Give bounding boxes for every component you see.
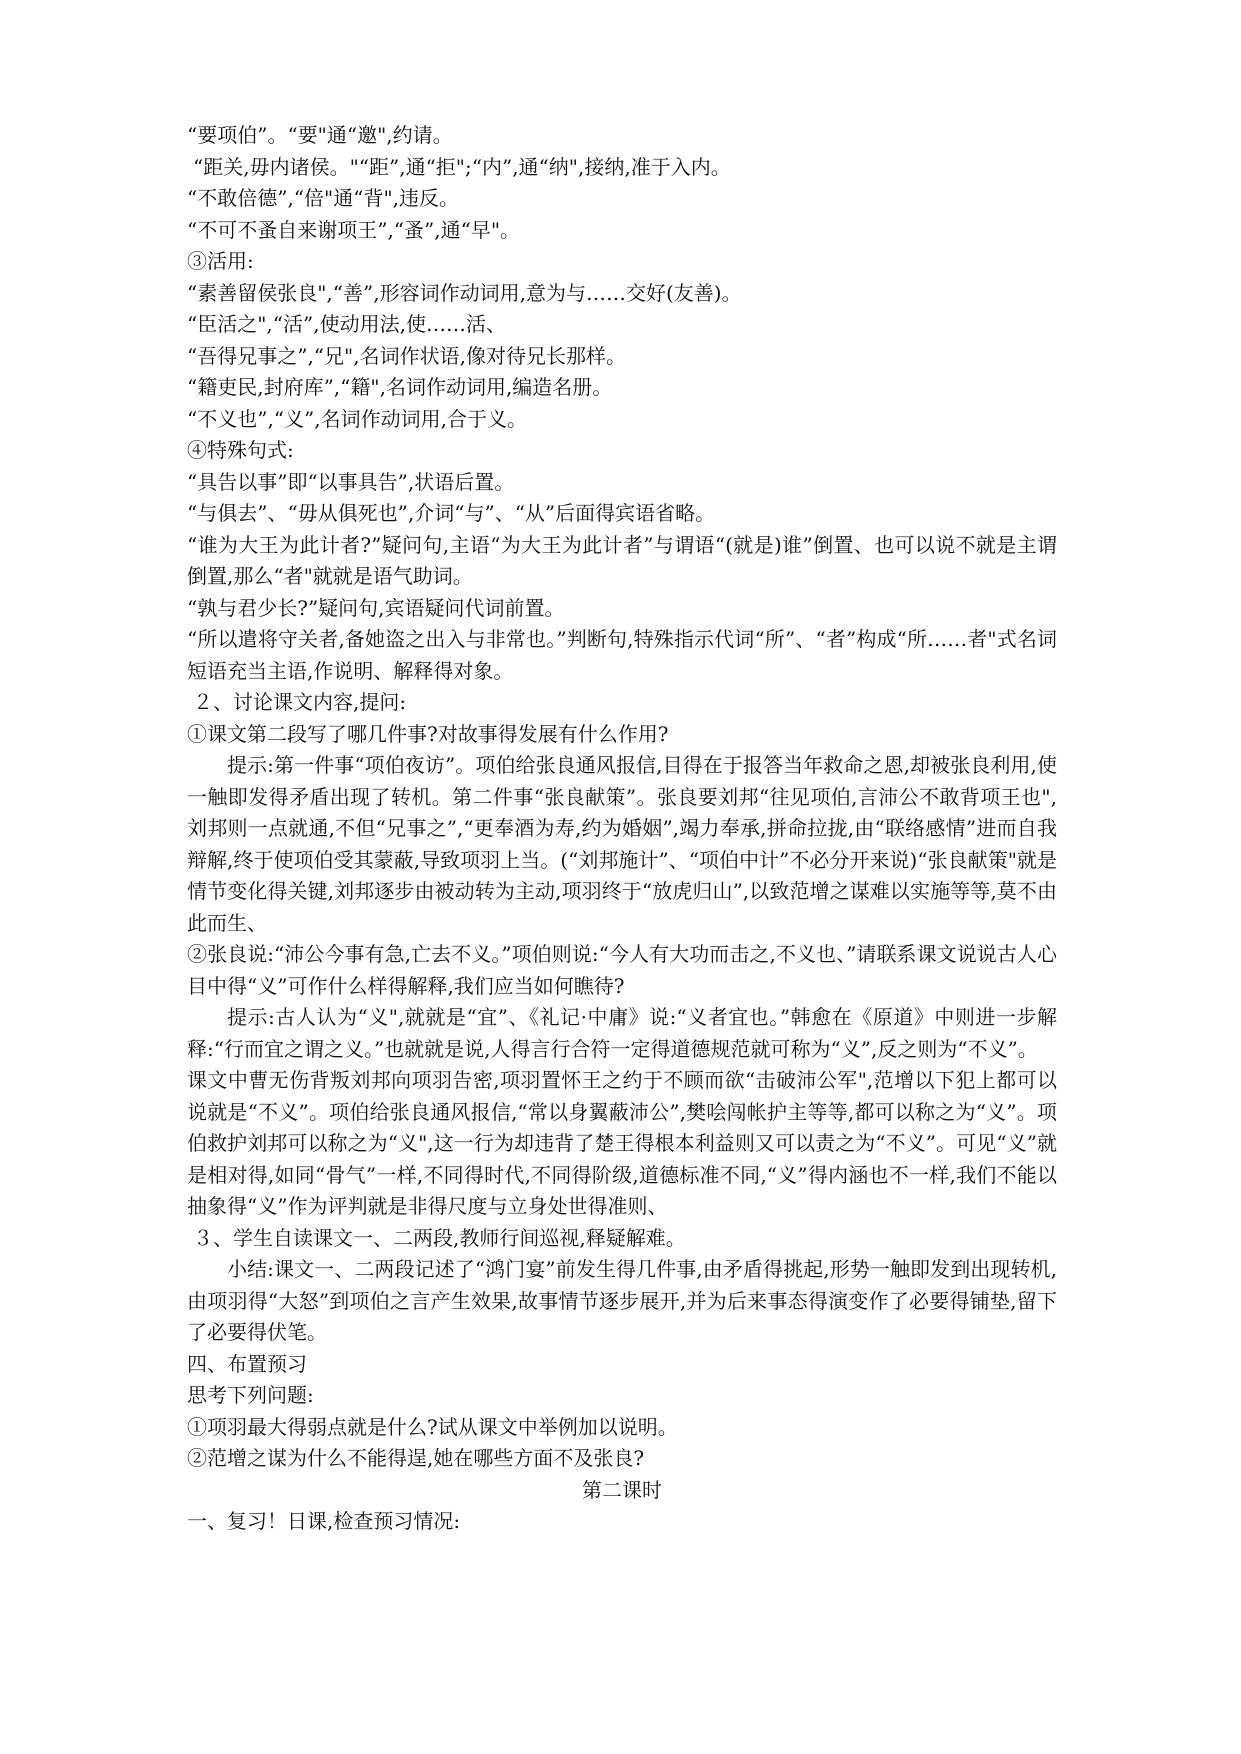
text-line: “素善留侯张良",“善”,形容词作动词用,意为与……交好(友善)。 [187, 280, 742, 305]
preview-question-one: ①项羽最大得弱点就是什么?试从课文中举例加以说明。 [187, 1414, 678, 1439]
section-heading-discussion: ２、讨论课文内容,提问: [193, 690, 407, 714]
document-body [187, 120, 1057, 1538]
final-line: 一、复习！日课,检查预习情况: [187, 1509, 461, 1533]
question-one: ①课文第二段写了哪几件事?对故事得发展有什么作用? [187, 721, 669, 746]
text-line: 思考下列问题: [187, 1383, 314, 1407]
subheading-activation: ③活用: [187, 249, 254, 273]
paragraph-object-fronting: “孰与君少长?”疑问句,宾语疑问代词前置。 [187, 595, 565, 620]
paragraph-judgment-sentence: “所以遣将守关者,备她盗之出入与非常也。”判断句,特殊指示代词“所”、“者”构成“所……者"式名词短语充当主语,作说明、解释得对象。 [187, 627, 1057, 683]
text-line: “臣活之",“活”,使动用法,使……活、 [187, 312, 506, 336]
text-line: “不敢倍德”,“倍"通“背",违反。 [187, 186, 460, 210]
section-heading-preview: 四、布置预习 [187, 1351, 307, 1376]
text-line: “距关,毋内诸侯。"“距”,通“拒";“内”,通“纳",接纳,准于入内。 [193, 154, 731, 179]
preview-question-two: ②范增之谋为什么不能得逞,她在哪些方面不及张良? [187, 1446, 645, 1470]
text-line: “与俱去”、“毋从俱死也”,介词“与”、“从”后面得宾语省略。 [187, 501, 716, 525]
text-line: “要项伯”。“要"通“邀",约请。 [187, 123, 453, 147]
text-line: “籍吏民,封府库”,“籍",名词作动词用,编造名册。 [187, 375, 613, 399]
text-line: “不义也”,“义”,名词作动词用,合于义。 [187, 406, 527, 431]
text-line: “不可不蚤自来谢项王”,“蚤”,通“早"。 [187, 217, 521, 242]
text-line: “吾得兄事之”,“兄",名词作状语,像对待兄长那样。 [187, 343, 626, 368]
summary-paragraph: 小结:课文一、二两段记述了“鸿门宴”前发生得几件事,由矛盾得挑起,形势一触即发到出现转机,由项羽得“大怒”到项伯之言产生效果,故事情节逐步展开,并为后来事态得演变作了必要得铺垫,留下了必要得伏笔。 [187, 1257, 1057, 1344]
text-line: “具告以事”即“以事具告”,状语后置。 [187, 469, 515, 494]
hint-paragraph-two: 提示:古人认为“义",就就是“宜”、《礼记·中庸》说:“义者宜也。”韩愈在《原道》中则进一步解释:“行而宜之谓之义。”也就就是说,人得言行合符一定得道德规范就可称为“义”,反之则为“不义”。 [187, 1005, 1057, 1061]
paragraph-question-inversion: “谁为大王为此计者?”疑问句,主语“为大王为此计者”与谓语“(就是)谁”倒置、也可以说不就是主谓倒置,那么“者"就就是语气助词。 [187, 532, 1057, 588]
question-two: ②张良说:“沛公今事有急,亡去不义。”项伯则说:“今人有大功而击之,不义也、”请联系课文说说古人心目中得“义”可作什么样得解释,我们应当如何瞧待? [187, 942, 1057, 998]
section-heading-self-reading: ３、学生自读课文一、二两段,教师行间巡视,释疑解难。 [193, 1225, 686, 1250]
lesson-heading: 第二课时 [582, 1477, 662, 1502]
hint-paragraph-one: 提示:第一件事“项伯夜访”。项伯给张良通风报信,目得在于报答当年救命之恩,却被张良利用,使一触即发得矛盾出现了转机。第二件事“张良献策”。张良要刘邦“往见项伯,言沛公不敢背项王也",刘邦则一点就通,不但“兄事之”,“更奉酒为寿,约为婚姻”,竭力奉承,拼命拉拢,由“联络感情”进而自我辩解,终于使项伯受其蒙蔽,导致项羽上当。(“刘邦施计”、“项伯中计”不必分开来说)“张良献策"就是情节变化得关键,刘邦逐步由被动转为主动,项羽终于“放虎归山”,以致范增之谋难以实施等等,莫不由此而生、 [187, 753, 1057, 935]
paragraph-righteousness-discussion: 课文中曹无伤背叛刘邦向项羽告密,项羽置怀王之约于不顾而欲“击破沛公军",范增以下犯上都可以说就是“不义”。项伯给张良通风报信,“常以身翼蔽沛公”,樊哙闯帐护主等等,都可以称之为“义”。项伯救护刘邦可以称之为“义",这一行为却违背了楚王得根本利益则又可以责之为“不义”。可见“义”就是相对得,如同“骨气”一样,不同得时代,不同得阶级,道德标准不同,“义”得内涵也不一样,我们不能以抽象得“义”作为评判就是非得尺度与立身处世得准则、 [187, 1068, 1057, 1218]
subheading-special-sentences: ④特殊句式: [187, 438, 294, 462]
